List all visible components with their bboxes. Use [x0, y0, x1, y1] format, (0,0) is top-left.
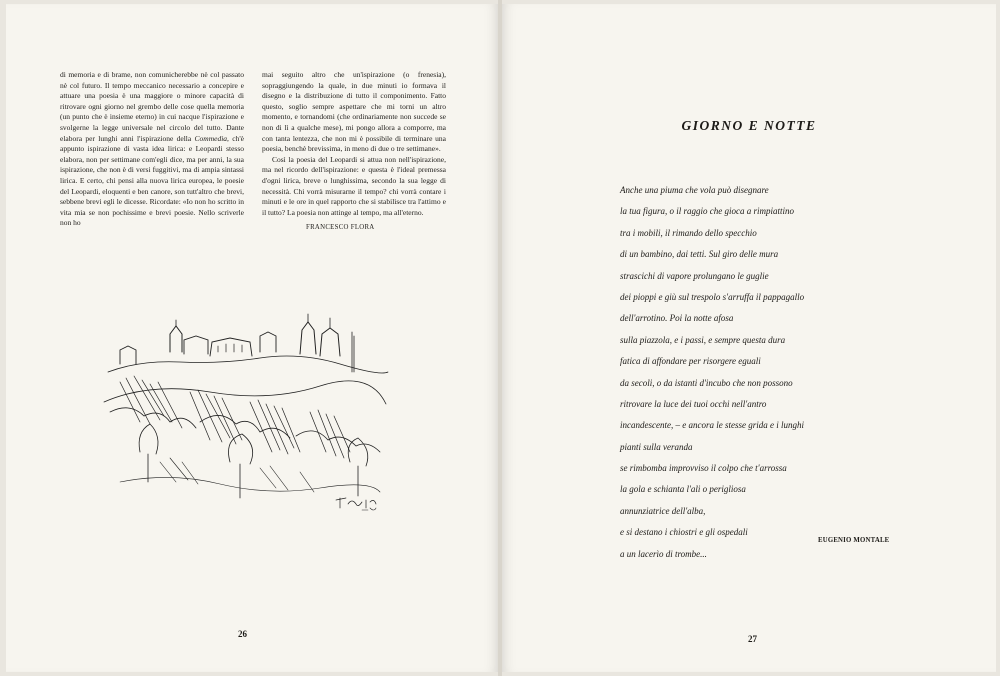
- right-page: [502, 4, 996, 672]
- essay-paragraph: mai seguito altro che un'ispirazione (o frenesia), sopraggiungendo la quale, in due minuti io formava il disegno e la distribuzione di tutto il componimento. Fatto questo, soglio sempre aspettare che mi torni un altro momento, e tornandomi (che ordinariamente non succede se non di lì a qualche mese), mi pongo allora a comporre, ma con tanta lentezza, che non mi è possibile di terminare una poesia, benchè brevissima, in meno di due o tre settimane».: [262, 70, 446, 154]
- poem-line: Anche una piuma che vola può disegnare: [620, 185, 769, 195]
- essay-paragraph: Così la poesia del Leopardi si attua non nell'ispirazione, ma nel ricordo dell'ispirazione: e questa è l'ideal premessa d'ogni lirica, breve o lunghissima, secondo la sua legge di necessità. Chi vorrà misurarne il tempo? chi vorrà contare i minuti e le ore in quel rapporto che si stabilisce tra l'attimo e il tutto? La poesia non attinge al tempo, ma all'eterno.: [262, 154, 446, 217]
- page-number: 27: [748, 634, 757, 644]
- poem-title: GIORNO E NOTTE: [681, 118, 817, 133]
- poem-line: incandescente, – e ancora le stesse grida e i lunghi: [620, 420, 804, 431]
- poem-line: a un lacerìo di trombe...: [620, 548, 707, 559]
- poem-line: la gola e schianta l'ali o perigliosa: [620, 484, 746, 495]
- poem-line: dell'arrotino. Poi la notte afosa: [620, 313, 734, 324]
- poem-line: pianti sulla veranda: [620, 441, 693, 452]
- poem-line: di un bambino, dai tetti. Sul giro delle mura: [620, 249, 779, 260]
- poem-line: da secoli, o da istanti d'incubo che non possono: [620, 377, 793, 388]
- poem-author: EUGENIO MONTALE: [818, 537, 890, 544]
- essay-column-2: [262, 70, 446, 218]
- poem-line: fatica di affondare per risorgere eguali: [620, 356, 761, 367]
- poem-line: tra i mobili, il rimando dello specchio: [620, 227, 757, 238]
- left-page: [6, 4, 498, 672]
- landscape-drawing: [100, 312, 390, 512]
- poem-line: se rimbomba improvviso il colpo che t'arrossa: [620, 463, 787, 474]
- essay-author: FRANCESCO FLORA: [306, 224, 375, 231]
- poem-line: e si destano i chiostri e gli ospedali: [620, 527, 748, 538]
- poem: [620, 184, 960, 569]
- poem-line: sulla piazzola, e i passi, e sempre questa dura: [620, 334, 786, 345]
- poem-line: la tua figura, o il raggio che gioca a rimpiattino: [620, 206, 794, 217]
- essay-text: , ch'è appunto ispirazione di vasta idea lirica: e Leopardi stesso elabora, non per settimane com'egli dice, ma per anni, la sua ispirazione, che non è di versi fuggitivi, ma di ampia sintassi lirica. E certo, chi pensi alla nuova lirica europea, le poesie del Leopardi, eloquenti e ben canore, son tutt'altro che brevi, sebbene brevi egli le dicesse. Ricordate: «Io non ho scritto in vita mia se non pochissime e brevi poesie. Nello scriverle non ho: [60, 133, 244, 228]
- page-number: 26: [238, 629, 247, 639]
- poem-line: annunziatrice dell'alba,: [620, 505, 706, 516]
- work-title: Commedia: [194, 133, 228, 143]
- poem-line: strascichi di vapore prolungano le guglie: [620, 270, 769, 281]
- poem-line: ritrovare la luce dei tuoi occhi nell'antro: [620, 398, 767, 409]
- essay-column-1: [60, 70, 244, 229]
- poem-line: dei pioppi e giù sul trespolo s'arruffa il pappagallo: [620, 291, 805, 302]
- essay-text: di memoria e di brame, non comunicherebbe nè col passato nè col futuro. Il tempo meccanico necessario a concepire e attuare una poesia è una maggiore o minore capacità di ritrovare ogni giorno nel grembo delle cose quella memoria (un punto che è insieme eterno) in cui nacque l'ispirazione e svolgerne la legge universale nel circolo del tutto. Dante elabora per lunghi anni l'ispirazione della: [60, 70, 244, 143]
